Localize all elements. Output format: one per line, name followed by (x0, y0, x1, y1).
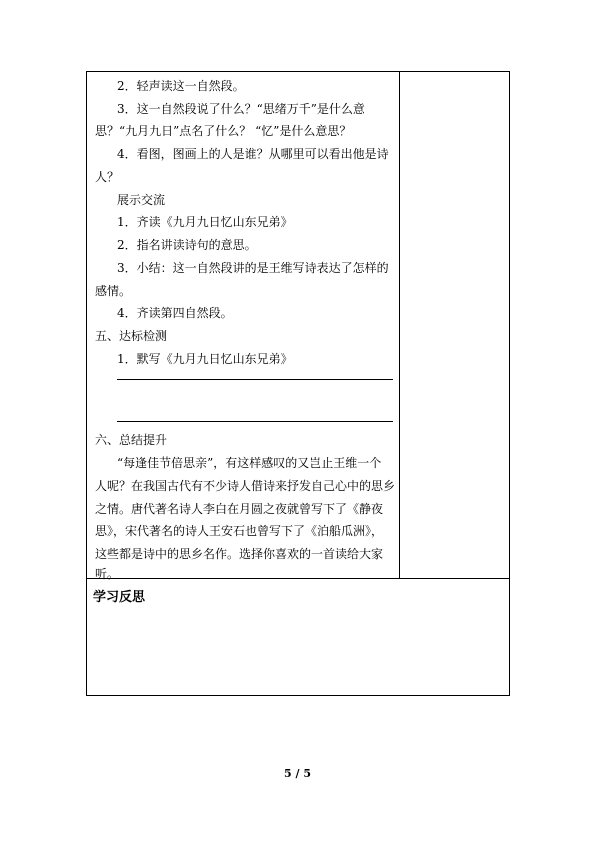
text-line: 听。 (95, 567, 120, 581)
column-divider (399, 72, 400, 578)
text-line: 4．看图，图画上的人是谁？从哪里可以看出他是诗 (117, 147, 389, 161)
page-number: 5 / 5 (284, 767, 311, 780)
section-subheading: 展示交流 (117, 193, 166, 207)
text-line: 思？“九月九日”点名了什么？ “忆”是什么意思？ (95, 124, 352, 138)
text-line: 感情。 (95, 284, 132, 298)
answer-line (117, 379, 393, 380)
text-line: 1．齐读《九月九日忆山东兄弟》 (117, 215, 293, 229)
reflection-title: 学习反思 (93, 590, 146, 605)
text-line: 人？ (95, 170, 120, 184)
text-line: 2．指名讲读诗句的意思。 (117, 238, 257, 252)
text-line: 2．轻声读这一自然段。 (117, 79, 245, 93)
text-line: 3．这一自然段说了什么？“思绪万千”是什么意 (117, 102, 365, 116)
text-line: 3．小结：这一自然段讲的是王维写诗表达了怎样的 (117, 261, 389, 275)
section-heading: 六、总结提升 (95, 433, 168, 447)
text-line: “每逢佳节倍思亲”，有这样感叹的又岂止王维一个 (117, 456, 382, 470)
lesson-table (86, 71, 510, 696)
text-line: 这些都是诗中的思乡名作。选择你喜欢的一首读给大家 (95, 547, 384, 561)
text-line: 人呢？在我国古代有不少诗人借诗来抒发自己心中的思乡 (95, 479, 396, 493)
answer-line (117, 421, 393, 422)
text-line: 之情。唐代著名诗人李白在月圆之夜就曾写下了《静夜 (95, 502, 384, 516)
text-line: 4．齐读第四自然段。 (117, 306, 233, 320)
text-line: 思》，宋代著名的诗人王安石也曾写下了《泊船瓜洲》， (95, 524, 384, 538)
section-heading: 五、达标检测 (95, 329, 168, 343)
text-line: 1．默写《九月九日忆山东兄弟》 (117, 352, 293, 366)
